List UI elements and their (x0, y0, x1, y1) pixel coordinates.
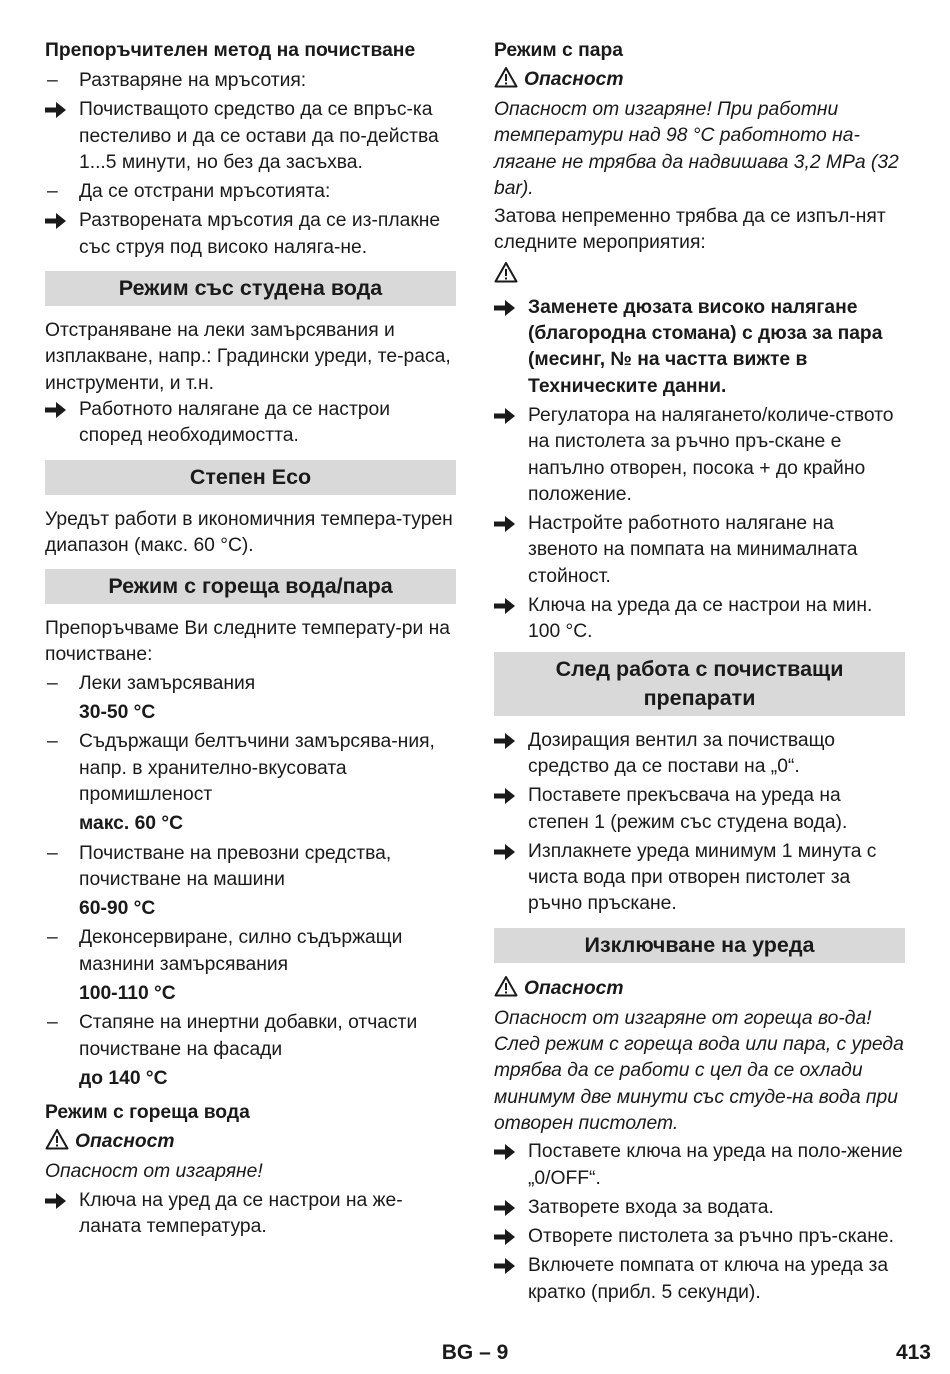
list-item (45, 1188, 456, 1241)
list-item-text: Почистващото средство да се впръс-ка пестеливо и да се остави да по-действа 1...5 минути, но без да засъхва. (79, 99, 439, 173)
danger-label-text: Опасност (524, 977, 624, 999)
right-column (494, 38, 905, 1309)
after-steps-list (494, 728, 905, 918)
dash-bullet: – (47, 1012, 58, 1034)
footer-section-label: BG – 9 (441, 1341, 509, 1364)
list-item-text: Дозиращия вентил за почистващо средство да се постави на „0“. (528, 729, 835, 777)
steam-steps-list (494, 295, 905, 646)
list-item-text: Деконсервиране, силно съдържащи мазнини замърсявания (79, 927, 403, 975)
list-item-text: Да се отстрани мръсотията: (79, 181, 331, 203)
dash-bullet: – (47, 70, 58, 91)
list-item (45, 671, 456, 697)
temperature-value: 100-110 °C (79, 983, 176, 1005)
danger-label (45, 1128, 456, 1155)
dash-bullet: – (47, 842, 58, 864)
list-item-text: Леки замърсявания (79, 672, 256, 694)
right-arrow-icon (45, 397, 71, 427)
right-arrow-icon (45, 208, 71, 238)
list-item (494, 783, 905, 836)
dash-bullet: – (47, 181, 58, 203)
list-item (45, 1010, 456, 1063)
list-item (45, 841, 456, 894)
right-arrow-icon (494, 403, 520, 433)
danger-label-text: Опасност (75, 1131, 175, 1153)
list-item-text: Стапяне на инертни добавки, отчасти почистване на фасади (79, 1012, 418, 1060)
right-arrow-icon (494, 1224, 520, 1254)
steam-text: Затова непременно трябва да се изпъл-нят следните мероприятия: (494, 206, 886, 254)
danger-label (494, 66, 905, 93)
list-item-text: Ключа на уреда да се настрои на мин. 100 °C. (528, 595, 873, 643)
list-item (494, 728, 905, 781)
cold-water-text: Отстраняване на леки замърсявания и изплакване, напр.: Градински уреди, те-раса, инструменти, и т.н. (45, 320, 451, 394)
list-item (45, 925, 456, 978)
right-arrow-icon (494, 1253, 520, 1283)
right-arrow-icon (494, 728, 520, 758)
list-item-text: Поставете ключа на уреда на поло-жение „0/OFF“. (528, 1141, 903, 1189)
list-item (45, 397, 456, 450)
list-item-text: Включете помпата от ключа на уреда за кратко (прибл. 5 секунди). (528, 1255, 889, 1303)
list-item (494, 295, 905, 400)
right-arrow-icon (494, 593, 520, 623)
warning-triangle-icon (494, 261, 905, 291)
steam-heading: Режим с пара (494, 40, 623, 61)
eco-band: Степен Eco (45, 460, 456, 495)
switch-off-steps-list (494, 1139, 905, 1306)
temperature-value: 30-50 °C (79, 702, 156, 724)
list-item (45, 729, 456, 808)
hot-water-steam-band: Режим с гореща вода/пара (45, 569, 456, 604)
footer-page-number: 413 (895, 1341, 931, 1364)
list-item-text: Затворете входа за водата. (528, 1196, 774, 1218)
right-arrow-icon (494, 839, 520, 869)
method-steps-list (45, 68, 456, 261)
list-item-text: Регулатора на налягането/количе-ството на пистолета за ръчно пръ-скане е напълно отворен, посока + до крайно положение. (528, 404, 894, 505)
list-item-text: Разтваряне на мръсотия: (79, 70, 307, 91)
right-arrow-icon (45, 1188, 71, 1218)
list-item (494, 1139, 905, 1192)
danger-label (494, 975, 905, 1002)
list-item-text: Съдържащи белтъчини замърсява-ния, напр. в хранително-вкусовата промишленост (79, 731, 435, 805)
list-item (494, 1195, 905, 1221)
list-item (494, 1253, 905, 1306)
left-column (45, 38, 456, 1243)
right-arrow-icon (494, 511, 520, 541)
list-item (494, 403, 905, 508)
right-arrow-icon (45, 97, 71, 127)
list-item (494, 839, 905, 918)
temperature-value: до 140 °C (79, 1067, 168, 1089)
right-arrow-icon (494, 1139, 520, 1169)
list-item (494, 593, 905, 646)
switch-off-danger-text: Опасност от изгаряне от гореща во-да! След режим с гореща вода или пара, с уреда трябва да се работи с цел да се охлади минимум две минути със студе-на вода при отворен пистолет. (494, 1007, 904, 1134)
temperature-value: макс. 60 °C (79, 813, 184, 835)
list-item-text: Отворете пистолета за ръчно пръ-скане. (528, 1226, 894, 1248)
dash-bullet: – (47, 731, 58, 753)
hot-intro-text: Препоръчваме Ви следните температу-ри на почистване: (45, 618, 451, 666)
method-heading: Препоръчителен метод на почистване (45, 40, 416, 61)
cold-water-band: Режим със студена вода (45, 271, 456, 306)
steam-danger-text: Опасност от изгаряне! При работни температури над 98 °C работното на-лягане не трябва да надвишава 3,2 MPa (32 bar). (494, 99, 899, 199)
danger-label-text: Опасност (524, 69, 624, 90)
list-item-text: Заменете дюзата високо налягане (благородна стомана) с дюза за пара (месинг, № на частта вижте в Техническите данни. (528, 296, 883, 397)
list-item-text: Настройте работното налягане на звеното на помпата на минималната стойност. (528, 513, 858, 587)
list-item-text: Поставете прекъсвача на уреда на степен 1 (режим със студена вода). (528, 785, 848, 833)
right-arrow-icon (494, 295, 520, 325)
temperature-list (45, 671, 456, 1092)
eco-text: Уредът работи в икономичния темпера-турен диапазон (макс. 60 °C). (45, 508, 453, 556)
list-item-text: Разтворената мръсотия да се из-плакне със струя под високо наляга-не. (79, 210, 441, 258)
cold-water-step: Работното налягане да се настрои според необходимостта. (79, 398, 390, 447)
after-cleaning-band: След работа с почистващи препарати (494, 652, 905, 716)
right-arrow-icon (494, 783, 520, 813)
list-item (494, 1224, 905, 1250)
warning-triangle-icon (494, 66, 518, 88)
danger-text: Опасност от изгаряне! (45, 1161, 263, 1183)
list-item-text: Почистване на превозни средства, почистване на машини (79, 842, 392, 890)
list-item (45, 68, 456, 94)
list-item (494, 511, 905, 590)
hot-water-step: Ключа на уред да се настрои на же-ланата температура. (79, 1189, 403, 1237)
dash-bullet: – (47, 927, 58, 949)
list-item (45, 179, 456, 205)
switch-off-band: Изключване на уреда (494, 928, 905, 963)
dash-bullet: – (47, 672, 58, 694)
warning-triangle-icon (494, 975, 518, 997)
warning-triangle-icon (45, 1128, 69, 1150)
list-item (45, 97, 456, 176)
temperature-value: 60-90 °C (79, 898, 156, 920)
right-arrow-icon (494, 1195, 520, 1225)
list-item-text: Изплакнете уреда минимум 1 минута с чиста вода при отворен пистолет за ръчно пръскане. (528, 840, 877, 915)
list-item (45, 208, 456, 261)
hot-water-heading: Режим с гореща вода (45, 1102, 250, 1124)
